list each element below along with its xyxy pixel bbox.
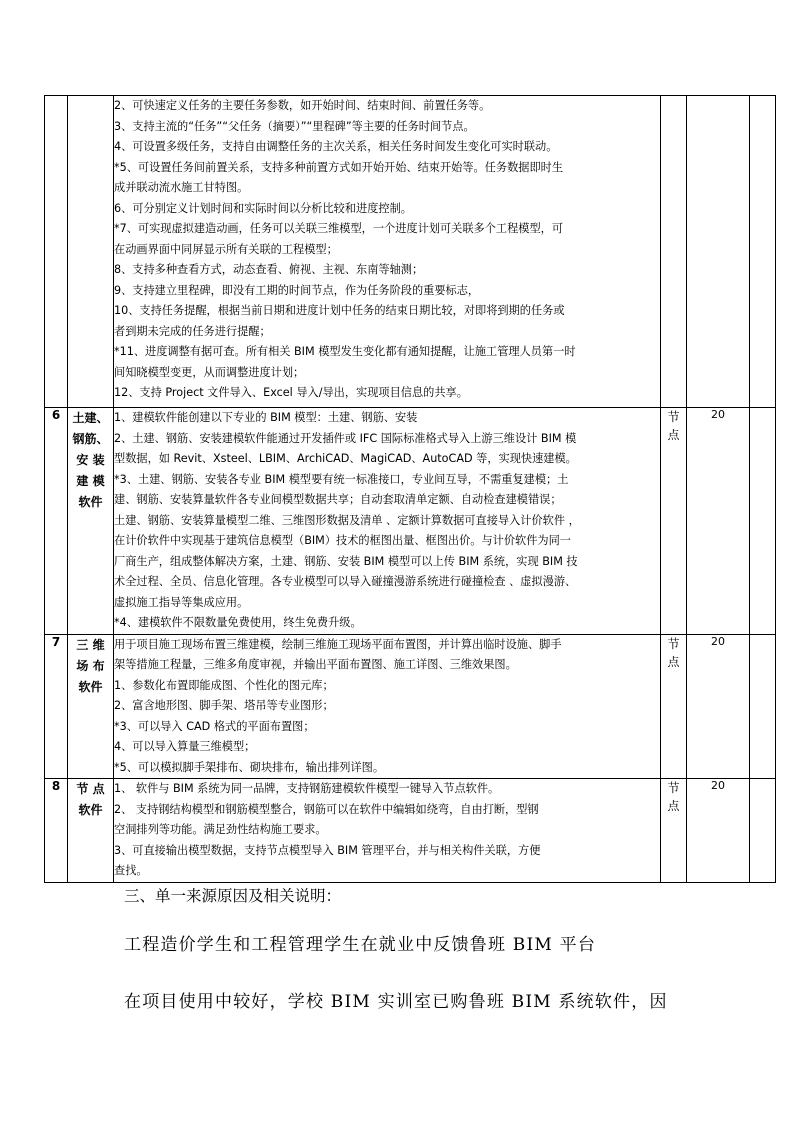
software-name-line: 节 点 (76, 782, 105, 796)
quantity-cell: 20 (687, 779, 750, 883)
requirements-cell (114, 408, 661, 635)
requirement-line: 10、支持任务提醒，根据当前日期和进度计划中任务的结束日期比较，对即将到期的任务或 (114, 304, 565, 317)
requirement-line: 查找。 (114, 864, 148, 877)
software-name-line: 场 布 (76, 658, 105, 673)
requirement-line: 1、参数化布置即能成图、个性化的图元库； (114, 678, 334, 692)
quantity-cell: 20 (687, 408, 750, 635)
requirements-cell (114, 779, 661, 883)
table-row (45, 408, 776, 635)
unit-char: 节 (667, 781, 680, 795)
requirement-line: 术全过程、全员、信息化管理。各专业模型可以导入碰撞漫游系统进行碰撞检查 、虚拟漫游、 (114, 575, 577, 588)
requirement-line: 1、 软件与 BIM 系统为同一品牌，支持钢筋建模软件模型一键导入节点软件。 (114, 782, 500, 795)
unit-cell (661, 408, 687, 635)
requirement-line: *5、可以模拟脚手架排布、砌块排布，输出排列详图。 (114, 760, 385, 774)
requirement-line: 1、建模软件能创建以下专业的 BIM 模型：土建、钢筋、安装 (114, 411, 418, 424)
software-name-line: 建 模 (76, 474, 105, 488)
unit-char: 节 (667, 410, 680, 424)
unit-char: 点 (667, 799, 680, 813)
requirement-line: 3、支持主流的“任务”“父任务（摘要）”“里程碑”等主要的任务时间节点。 (114, 119, 475, 133)
paragraph-line: 在项目使用中较好，学校 BIM 实训室已购鲁班 BIM 系统软件，因 (124, 992, 668, 1012)
requirement-line: *11、进度调整有据可查。所有相关 BIM 模型发生变化都有通知提醒，让施工管理人员第一时 (114, 345, 576, 358)
requirement-line: 空洞排列等功能。满足劲性结构施工要求。 (114, 823, 327, 836)
blank-cell (750, 779, 776, 883)
software-name (68, 634, 114, 779)
software-name (68, 96, 114, 408)
requirement-line: 2、可快速定义任务的主要任务参数，如开始时间、结束时间、前置任务等。 (114, 99, 491, 112)
requirement-line: 在计价软件中实现基于建筑信息模型（BIM）技术的框图出量、框图出价。与计价软件为同一 (114, 534, 571, 547)
row-number: 7 (45, 634, 68, 779)
requirement-line: 3、可直接输出模型数据，支持节点模型导入 BIM 管理平台，并与相关构件关联，方便 (114, 843, 541, 857)
requirement-line: 9、支持建立里程碑，即没有工期的时间节点，作为任务阶段的重要标志， (114, 283, 480, 297)
row-number: 6 (45, 408, 68, 635)
unit-cell (661, 634, 687, 779)
requirements-cell (114, 634, 661, 779)
requirement-line: 厂商生产，组成整体解决方案，土建、钢筋、安装 BIM 模型可以上传 BIM 系统，实现 BIM 技 (114, 554, 578, 568)
table-row (45, 634, 776, 779)
row-number: 8 (45, 779, 68, 883)
unit-char: 点 (667, 428, 680, 442)
table-row (45, 96, 776, 408)
spec-table (44, 95, 776, 883)
requirement-line: *3、土建、钢筋、安装各专业 BIM 模型要有统一标准接口，专业间互导，不需重复建模；土 (114, 472, 569, 486)
paragraph-line: 工程造价学生和工程管理学生在就业中反馈鲁班 BIM 平台 (124, 935, 597, 955)
section-heading: 三、单一来源原因及相关说明： (124, 887, 342, 905)
requirement-line: 6、可分别定义计划时间和实际时间以分析比较和进度控制。 (114, 201, 412, 215)
requirements-cell (114, 96, 661, 408)
requirement-line: 建、钢筋、安装算量软件各专业间模型数据共享；自动套取清单定额、自动检查建模错误； (114, 493, 562, 506)
requirement-line: 2、土建、钢筋、安装建模软件能通过开发插件或 IFC 国际标准格式导入上游三维设计 BIM 模 (114, 431, 577, 445)
unit-cell (661, 779, 687, 883)
requirement-line: 型数据，如 Revit、Xsteel、LBIM、ArchiCAD、MagiCAD、AutoCAD 等，实现快速建模。 (114, 452, 577, 465)
software-name-line: 土建、 (72, 411, 109, 425)
unit-char: 点 (667, 654, 680, 669)
requirement-line: *7、可实现虚拟建造动画，任务可以关联三维模型，一个进度计划可关联多个工程模型，可 (114, 222, 564, 235)
requirement-line: 架等措施工程量，三维多角度审视，并输出平面布置图、施工详图、三维效果图。 (114, 658, 517, 671)
requirement-line: 间知晓模型变更，从而调整进度计划； (114, 365, 305, 379)
software-name-line: 软件 (78, 803, 103, 817)
software-name-line: 三 维 (76, 637, 105, 652)
requirement-line: 4、可设置多级任务，支持自由调整任务的主次关系，相关任务时间发生变化可实时联动。 (114, 140, 558, 153)
requirement-line: 2、 支持钢结构模型和钢筋模型整合，钢筋可以在软件中编辑如绕弯，自由打断，型钢 (114, 802, 539, 816)
software-name-line: 钢筋、 (72, 432, 109, 446)
blank-cell (750, 408, 776, 635)
software-name-line: 软件 (78, 495, 103, 509)
table-row (45, 779, 776, 883)
requirement-line: *4、建模软件不限数量免费使用，终生免费升级。 (114, 616, 362, 629)
requirement-line: 土建、钢筋、安装算量模型二维、三维图形数据及清单 、定额计算数据可直接导入计价软件 ， (114, 513, 580, 527)
requirement-line: 12、支持 Project 文件导入、Excel 导入/导出，实现项目信息的共享。 (114, 386, 468, 399)
row-number (45, 96, 68, 408)
requirement-line: 2、富含地形图、脚手架、塔吊等专业图形； (114, 699, 334, 712)
blank-cell (750, 96, 776, 408)
requirement-line: 者到期未完成的任务进行提醒； (114, 324, 271, 338)
requirement-line: 用于项目施工现场布置三维建模，绘制三维施工现场平面布置图，并计算出临时设施、脚手 (114, 637, 562, 651)
blank-cell (750, 634, 776, 779)
unit-char: 节 (667, 636, 680, 651)
software-name (68, 779, 114, 883)
software-name-line: 安 装 (76, 453, 105, 467)
requirement-line: *5、可设置任务间前置关系，支持多种前置方式如开始开始、结束开始等。任务数据即时生 (114, 160, 564, 174)
requirement-line: 4、可以导入算量三维模型； (114, 740, 256, 753)
software-name (68, 408, 114, 635)
quantity-cell: 20 (687, 634, 750, 779)
requirement-line: 8、支持多种查看方式，动态查看、俯视、主视、东南等轴测； (114, 263, 424, 276)
requirement-line: 在动画界面中同屏显示所有关联的工程模型； (114, 242, 338, 256)
quantity-cell (687, 96, 750, 408)
unit-cell (661, 96, 687, 408)
requirement-line: 成并联动流水施工甘特图。 (114, 181, 249, 194)
requirement-line: *3、可以导入 CAD 格式的平面布置图； (114, 719, 315, 733)
software-name-line: 软件 (78, 679, 103, 694)
requirement-line: 虚拟施工指导等集成应用。 (114, 595, 249, 609)
